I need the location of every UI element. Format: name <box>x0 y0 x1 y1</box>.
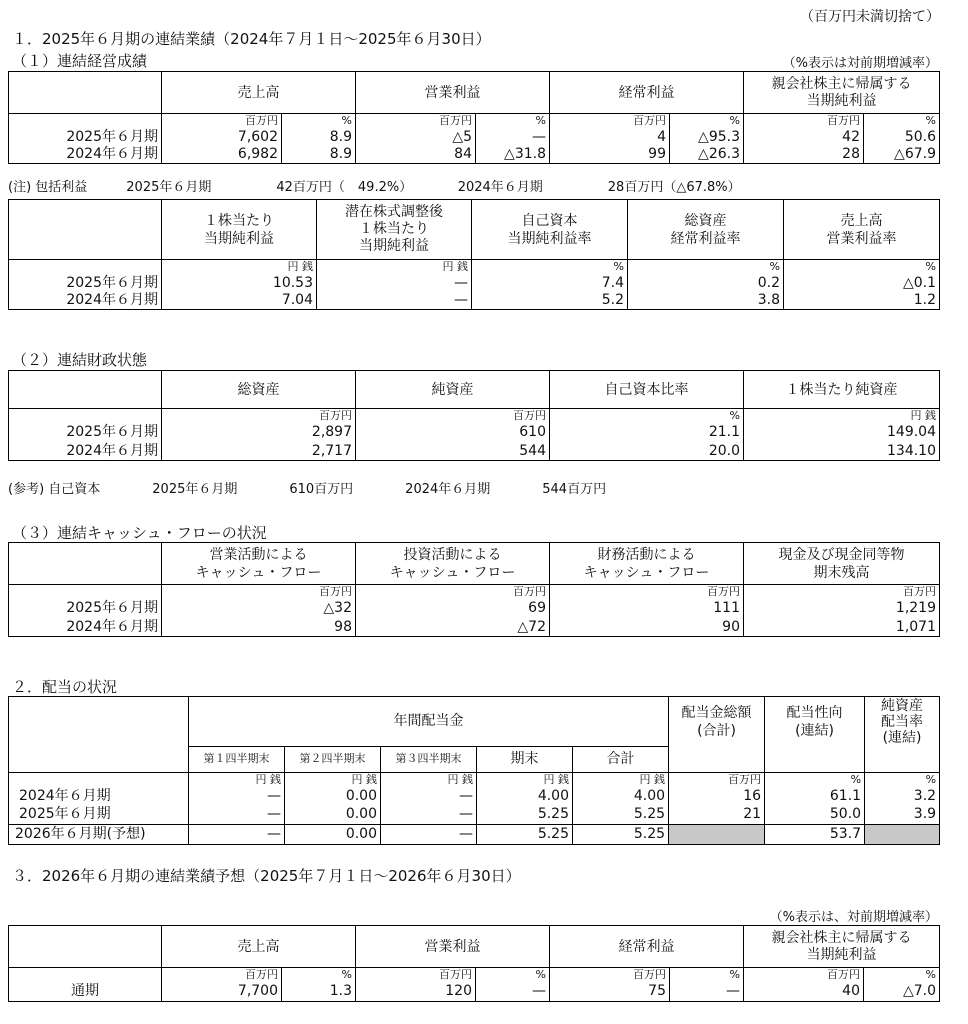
unit-cell: 円 銭 <box>162 260 317 274</box>
value-cell: 7,700 <box>162 982 282 1002</box>
header-operating-margin: 売上高 営業利益率 <box>784 200 940 260</box>
corner-cell <box>9 200 162 260</box>
unit-cell: % <box>476 114 550 128</box>
table-row <box>9 146 940 164</box>
header-bps: １株当たり純資産 <box>744 371 940 409</box>
period-label: 2024年６月期 <box>9 786 189 805</box>
value-cell: 20.0 <box>550 442 744 461</box>
table-row <box>9 423 940 442</box>
value-cell: 21.1 <box>550 423 744 442</box>
value-cell: △26.3 <box>670 146 744 164</box>
ratios-table <box>8 199 940 310</box>
header-net-income: 親会社株主に帰属する 当期純利益 <box>744 926 940 968</box>
table-row <box>9 805 940 824</box>
header-year-end: 期末 <box>477 746 573 772</box>
value-cell: — <box>476 128 550 146</box>
unit-cell: % <box>670 968 744 982</box>
unit-cell: % <box>628 260 784 274</box>
header-annual-dividend: 年間配当金 <box>189 697 669 747</box>
value-cell: 5.25 <box>573 824 669 844</box>
unit-cell: 百万円 <box>744 585 940 599</box>
value-cell: 610 <box>356 423 550 442</box>
header-diluted-eps: 潜在株式調整後 １株当たり 当期純利益 <box>317 200 472 260</box>
value-cell: — <box>670 982 744 1002</box>
unit-cell: % <box>864 968 940 982</box>
unit-cell: 百万円 <box>356 114 476 128</box>
unit-cell: % <box>282 968 356 982</box>
unit-cell: 百万円 <box>550 114 670 128</box>
unit-cell <box>9 772 189 786</box>
period-label: 2024年６月期 <box>9 146 162 164</box>
header-total-assets: 総資産 <box>162 371 356 409</box>
section-1-3-title: （３）連結キャッシュ・フローの状況 <box>12 524 267 542</box>
value-cell: 8.9 <box>282 146 356 164</box>
value-cell: — <box>381 824 477 844</box>
unit-cell: 円 銭 <box>189 772 285 786</box>
unit-cell <box>9 409 162 423</box>
value-cell: 120 <box>356 982 476 1002</box>
value-cell: 134.10 <box>744 442 940 461</box>
header-financing-cf: 財務活動による キャッシュ・フロー <box>550 543 744 585</box>
unit-cell: % <box>765 772 865 786</box>
unit-cell: % <box>282 114 356 128</box>
unit-cell: 百万円 <box>744 114 864 128</box>
value-cell: △67.9 <box>864 146 940 164</box>
value-cell: 84 <box>356 146 476 164</box>
header-sales: 売上高 <box>162 926 356 968</box>
value-cell: 8.9 <box>282 128 356 146</box>
unit-cell: % <box>670 114 744 128</box>
table-row <box>9 442 940 461</box>
unit-cell: % <box>784 260 940 274</box>
period-label: 2026年６月期(予想) <box>9 824 189 844</box>
header-operating-income: 営業利益 <box>356 926 550 968</box>
unit-cell: 百万円 <box>550 968 670 982</box>
header-total-dividends: 配当金総額 (合計) <box>669 697 765 747</box>
value-cell: 42 <box>744 128 864 146</box>
value-cell: — <box>317 292 472 310</box>
value-cell: △0.1 <box>784 274 940 292</box>
value-cell: △31.8 <box>476 146 550 164</box>
header-ordinary-income: 経常利益 <box>550 926 744 968</box>
unit-cell: 百万円 <box>162 585 356 599</box>
value-cell: 2,897 <box>162 423 356 442</box>
value-cell: 111 <box>550 599 744 618</box>
header-net-assets: 純資産 <box>356 371 550 409</box>
table-row <box>9 824 940 844</box>
value-cell: 21 <box>669 805 765 824</box>
corner-cell <box>9 926 162 968</box>
header-operating-cf: 営業活動による キャッシュ・フロー <box>162 543 356 585</box>
value-cell: 0.2 <box>628 274 784 292</box>
value-cell: — <box>189 824 285 844</box>
value-cell: 1.3 <box>282 982 356 1002</box>
value-cell: 7,602 <box>162 128 282 146</box>
corner-cell <box>9 697 189 747</box>
header-spacer <box>865 746 940 772</box>
table-row <box>9 292 940 310</box>
value-cell: 61.1 <box>765 786 865 805</box>
value-cell: — <box>189 805 285 824</box>
header-q1: 第１四半期末 <box>189 746 285 772</box>
header-ordinary-income: 経常利益 <box>550 72 744 114</box>
corner-cell <box>9 72 162 114</box>
period-label: 2025年６月期 <box>9 423 162 442</box>
period-label: 2025年６月期 <box>9 805 189 824</box>
shaded-cell <box>669 824 765 844</box>
unit-cell: 百万円 <box>162 409 356 423</box>
value-cell: 69 <box>356 599 550 618</box>
period-label: 2025年６月期 <box>9 128 162 146</box>
value-cell: 53.7 <box>765 824 865 844</box>
value-cell: — <box>317 274 472 292</box>
header-equity-ratio: 自己資本比率 <box>550 371 744 409</box>
value-cell: 5.25 <box>477 824 573 844</box>
unit-cell: 百万円 <box>550 585 744 599</box>
value-cell: 75 <box>550 982 670 1002</box>
section-3-title: ３．2026年６月期の連結業績予想（2025年７月１日～2026年６月30日） <box>12 867 521 885</box>
dividends-table <box>8 696 940 845</box>
period-label: 2024年６月期 <box>9 292 162 310</box>
unit-cell: 円 銭 <box>317 260 472 274</box>
header-roe: 自己資本 当期純利益率 <box>472 200 628 260</box>
header-q3: 第３四半期末 <box>381 746 477 772</box>
value-cell: — <box>189 786 285 805</box>
unit-note: （百万円未満切捨て） <box>800 9 940 25</box>
header-investing-cf: 投資活動による キャッシュ・フロー <box>356 543 550 585</box>
period-label: 2024年６月期 <box>9 442 162 461</box>
value-cell: △32 <box>162 599 356 618</box>
table-row <box>9 599 940 618</box>
section-1-1-title: （１）連結経営成績 <box>12 52 148 70</box>
value-cell: 7.04 <box>162 292 317 310</box>
value-cell: 1,219 <box>744 599 940 618</box>
unit-cell: 百万円 <box>669 772 765 786</box>
unit-cell: 百万円 <box>356 585 550 599</box>
table-row <box>9 786 940 805</box>
unit-cell: % <box>476 968 550 982</box>
value-cell: 2,717 <box>162 442 356 461</box>
value-cell: 5.2 <box>472 292 628 310</box>
header-roa: 総資産 経常利益率 <box>628 200 784 260</box>
value-cell: 3.9 <box>865 805 940 824</box>
value-cell: △95.3 <box>670 128 744 146</box>
value-cell: 4 <box>550 128 670 146</box>
header-cash-end: 現金及び現金同等物 期末残高 <box>744 543 940 585</box>
header-sales: 売上高 <box>162 72 356 114</box>
value-cell: 3.8 <box>628 292 784 310</box>
value-cell: 7.4 <box>472 274 628 292</box>
value-cell: 5.25 <box>573 805 669 824</box>
header-eps: １株当たり 当期純利益 <box>162 200 317 260</box>
forecast-table <box>8 925 940 1002</box>
value-cell: 50.6 <box>864 128 940 146</box>
operating-results-table <box>8 71 940 164</box>
value-cell: 99 <box>550 146 670 164</box>
section-1-2-title: （２）連結財政状態 <box>12 351 148 369</box>
period-label: 2024年６月期 <box>9 618 162 637</box>
value-cell: 544 <box>356 442 550 461</box>
header-operating-income: 営業利益 <box>356 72 550 114</box>
value-cell: 4.00 <box>477 786 573 805</box>
header-spacer <box>669 746 765 772</box>
corner-cell <box>9 543 162 585</box>
header-net-income: 親会社株主に帰属する 当期純利益 <box>744 72 940 114</box>
shaded-cell <box>865 824 940 844</box>
header-spacer <box>765 746 865 772</box>
value-cell: 1.2 <box>784 292 940 310</box>
period-label: 2025年６月期 <box>9 274 162 292</box>
value-cell: 16 <box>669 786 765 805</box>
value-cell: — <box>381 805 477 824</box>
unit-cell: % <box>865 772 940 786</box>
value-cell: 4.00 <box>573 786 669 805</box>
value-cell: 6,982 <box>162 146 282 164</box>
table-row <box>9 128 940 146</box>
pct-note: （%表示は対前期増減率） <box>782 56 938 71</box>
value-cell: △7.0 <box>864 982 940 1002</box>
header-payout-ratio: 配当性向 (連結) <box>765 697 865 747</box>
period-label: 2025年６月期 <box>9 599 162 618</box>
unit-cell: 円 銭 <box>477 772 573 786</box>
unit-cell: % <box>864 114 940 128</box>
corner-cell <box>9 371 162 409</box>
value-cell: 50.0 <box>765 805 865 824</box>
header-dividend-on-equity: 純資産 配当率 (連結) <box>865 697 940 747</box>
table-row <box>9 274 940 292</box>
pct-note-2: （%表示は、対前期増減率） <box>769 910 938 925</box>
section-1-title: １．2025年６月期の連結業績（2024年７月１日～2025年６月30日） <box>12 30 491 48</box>
cash-flow-table <box>8 542 940 637</box>
value-cell: 28 <box>744 146 864 164</box>
value-cell: — <box>476 982 550 1002</box>
value-cell: 0.00 <box>285 786 381 805</box>
value-cell: — <box>381 786 477 805</box>
unit-cell: 円 銭 <box>744 409 940 423</box>
unit-cell: 円 銭 <box>573 772 669 786</box>
value-cell: 1,071 <box>744 618 940 637</box>
corner-cell <box>9 746 189 772</box>
value-cell: 149.04 <box>744 423 940 442</box>
unit-cell: % <box>472 260 628 274</box>
value-cell: 98 <box>162 618 356 637</box>
financial-position-table <box>8 370 940 461</box>
section-2-title: ２．配当の状況 <box>12 678 118 696</box>
unit-cell: 円 銭 <box>285 772 381 786</box>
reference-equity-note: (参考) 自己資本 2025年６月期 610百万円 2024年６月期 544百万円 <box>8 482 607 497</box>
value-cell: 0.00 <box>285 805 381 824</box>
header-total: 合計 <box>573 746 669 772</box>
unit-cell: % <box>550 409 744 423</box>
unit-cell: 百万円 <box>356 968 476 982</box>
value-cell: 5.25 <box>477 805 573 824</box>
value-cell: 40 <box>744 982 864 1002</box>
unit-cell <box>9 114 162 128</box>
value-cell: 3.2 <box>865 786 940 805</box>
comprehensive-income-note: (注) 包括利益 2025年６月期 42百万円（ 49.2%） 2024年６月期 28百万円（△67.8%） <box>8 180 741 195</box>
unit-cell: 百万円 <box>162 968 282 982</box>
table-row <box>9 618 940 637</box>
value-cell: 0.00 <box>285 824 381 844</box>
value-cell: △72 <box>356 618 550 637</box>
unit-cell <box>9 968 162 982</box>
period-label: 通期 <box>9 982 162 1002</box>
header-q2: 第２四半期末 <box>285 746 381 772</box>
unit-cell <box>9 260 162 274</box>
value-cell: △5 <box>356 128 476 146</box>
unit-cell <box>9 585 162 599</box>
unit-cell: 百万円 <box>356 409 550 423</box>
value-cell: 90 <box>550 618 744 637</box>
value-cell: 10.53 <box>162 274 317 292</box>
unit-cell: 百万円 <box>744 968 864 982</box>
unit-cell: 百万円 <box>162 114 282 128</box>
unit-cell: 円 銭 <box>381 772 477 786</box>
table-row <box>9 982 940 1002</box>
